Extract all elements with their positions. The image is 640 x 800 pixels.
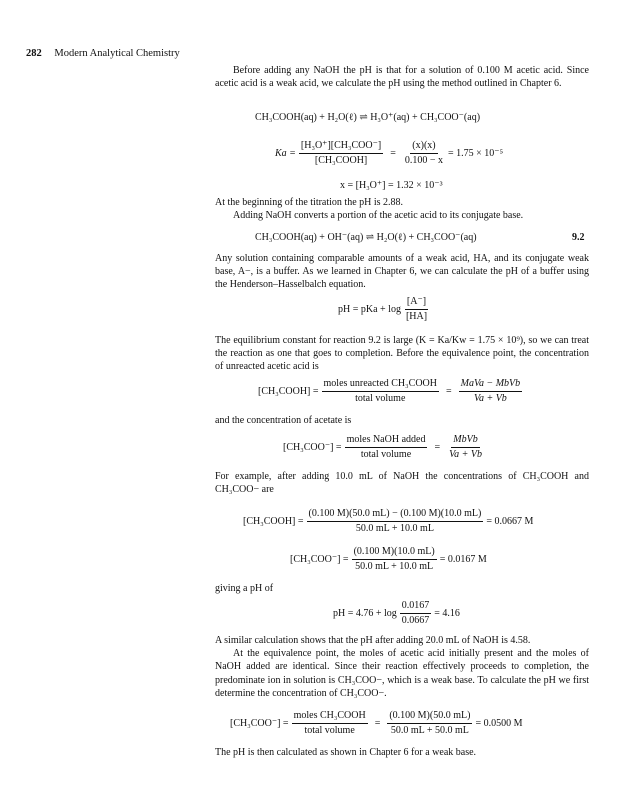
denominator: Va + Vb bbox=[473, 393, 507, 404]
equation-ka: Ka = $\frac{\text{[H₃O⁺][CH₃COO⁻]}}{\text{[CH₃COOH]}}$ = $\frac{(x)(x)}{0.100 - x}$ = 1.75 × 10⁻⁵ bbox=[275, 140, 504, 166]
paragraph-text: Adding NaOH converts a portion of the acetic acid to its conjugate base. bbox=[233, 210, 524, 222]
equation-henderson-hasselbalch bbox=[338, 296, 432, 323]
paragraph-equivalence bbox=[215, 634, 589, 700]
equation-text: x = [H₃O⁺] = 1.32 × 10⁻³ bbox=[340, 180, 443, 191]
denominator: 0.0667 bbox=[401, 615, 430, 626]
numerator: moles CH₃COOH bbox=[292, 710, 368, 724]
equation-lhs: [CH₃COOH] = bbox=[243, 516, 304, 527]
numerator: MbVb bbox=[451, 434, 479, 448]
equation-acid-concentration: [CH₃COOH] = $\frac{\text{moles unreacted CH₃COOH}}{\text{total volume}}$ = $\frac{\text{MaVa − MbVb}}{Va + Vb}$ bbox=[258, 378, 521, 404]
fraction-log bbox=[400, 600, 432, 627]
fraction-values bbox=[387, 710, 472, 737]
fraction-moles bbox=[345, 434, 428, 461]
ka-value: = 1.75 × 10⁻⁵ bbox=[448, 148, 504, 159]
numerator: (0.100 M)(50.0 mL) − (0.100 M)(10.0 mL) bbox=[307, 508, 484, 522]
fraction-hh bbox=[404, 296, 429, 323]
paragraph-text: For example, after adding 10.0 mL of NaOH the concentrations of CH₃COOH and CH₃COO− are bbox=[215, 471, 589, 496]
denominator: 50.0 mL + 10.0 mL bbox=[355, 561, 434, 572]
equation-result: = 0.0167 M bbox=[439, 554, 487, 565]
paragraph-text: and the concentration of acetate is bbox=[215, 415, 352, 426]
fraction-symbolic bbox=[447, 434, 484, 461]
paragraph-buffer bbox=[215, 252, 589, 292]
equation-result: = 4.16 bbox=[434, 608, 460, 619]
equation-lhs: [CH₃COOH] = bbox=[258, 386, 319, 397]
numerator: [H₃O⁺][CH₃COO⁻] bbox=[299, 140, 383, 154]
equation-lhs: pH = 4.76 + log bbox=[333, 608, 397, 619]
paragraph-text: Any solution containing comparable amounts of a weak acid, HA, and its conjugate weak base, A−, is a buffer. As we learned in Chapter 6, we can calculate the pH of a buffer using the Henderson–Hasselbalch equation. bbox=[215, 253, 589, 291]
equation-example-acid bbox=[243, 508, 533, 535]
equation-text: CH₃COOH(aq) + H₂O(ℓ) ⇌ H₃O⁺(aq) + CH₃COO⁻(aq) bbox=[255, 112, 481, 123]
numerator: moles unreacted CH₃COOH bbox=[322, 378, 439, 392]
fraction-example bbox=[307, 508, 484, 535]
denominator: 0.100 − x bbox=[404, 155, 444, 166]
fraction-ka-x bbox=[403, 140, 445, 167]
equation-example-acetate bbox=[290, 546, 487, 573]
equation-result: = 0.0500 M bbox=[475, 718, 523, 729]
paragraph-equilibrium bbox=[215, 334, 589, 374]
equation-equivalence-acetate: [CH₃COO⁻] = $\frac{\text{moles CH₃COOH}}{\text{total volume}}$ = $\frac{(0.100 M)(50.0 mL)}{50.0 mL + 50.0 mL}$ = 0.0500 M bbox=[230, 710, 523, 736]
denominator: total volume bbox=[360, 449, 412, 460]
numerator: moles NaOH added bbox=[345, 434, 428, 448]
denominator: Va + Vb bbox=[449, 449, 482, 460]
fraction-moles bbox=[292, 710, 368, 737]
equation-acid-dissociation bbox=[255, 112, 480, 123]
fraction-symbolic bbox=[459, 378, 523, 405]
page-header bbox=[26, 48, 180, 59]
numerator: 0.0167 bbox=[400, 600, 432, 614]
paragraph-text: giving a pH of bbox=[215, 583, 274, 594]
equation-text: CH₃COOH(aq) + OH⁻(aq) ⇌ H₂O(ℓ) + CH₃COO⁻(aq) bbox=[255, 232, 477, 243]
paragraph-text: At the equivalence point, the moles of acetic acid initially present and the moles of NaOH added are identical. Since their reaction effectively proceeds to completion, the predominate ion in solution is CH₃COO−, which is a weak base. To calculate the pH we first determine the concentration of CH₃COO−. bbox=[215, 648, 589, 699]
denominator: [CH₃COOH] bbox=[314, 155, 368, 166]
equation-neutralization bbox=[255, 232, 477, 243]
paragraph-giving-ph bbox=[215, 582, 589, 595]
paragraph-text: At the beginning of the titration the pH is 2.88. bbox=[215, 197, 404, 208]
paragraph-beginning bbox=[215, 196, 589, 222]
paragraph-initial-ph bbox=[215, 64, 589, 90]
equation-result: = 0.0667 M bbox=[486, 516, 534, 527]
fraction-ka-concentrations bbox=[299, 140, 383, 167]
paragraph-conclusion bbox=[215, 746, 589, 759]
equation-lhs: [CH₃COO⁻] = bbox=[283, 442, 342, 453]
running-title: Modern Analytical Chemistry bbox=[54, 48, 180, 59]
equation-lhs: [CH₃COO⁻] = bbox=[230, 718, 289, 729]
numerator: (0.100 M)(10.0 mL) bbox=[352, 546, 437, 560]
ka-label: Ka = bbox=[275, 148, 296, 159]
equation-acetate-concentration: [CH₃COO⁻] = $\frac{\text{moles NaOH added}}{\text{total volume}}$ = $\frac{\text{MbVb}}{Va + Vb}$ bbox=[283, 434, 482, 460]
paragraph-acetate bbox=[215, 414, 589, 427]
paragraph-text: A similar calculation shows that the pH after adding 20.0 mL of NaOH is 4.58. bbox=[215, 635, 531, 646]
fraction-moles bbox=[322, 378, 439, 405]
fraction-example bbox=[352, 546, 437, 573]
paragraph-text: The pH is then calculated as shown in Chapter 6 for a weak base. bbox=[215, 747, 477, 758]
denominator: total volume bbox=[355, 393, 406, 404]
denominator: total volume bbox=[304, 725, 355, 736]
denominator: 50.0 mL + 50.0 mL bbox=[390, 725, 469, 736]
paragraph-text: The equilibrium constant for reaction 9.2 is large (K = Ka/Kw = 1.75 × 10⁹), so we can treat the reaction as one that goes to completion. Before the equivalence point, the concentration of unreacted acetic acid is bbox=[215, 335, 589, 373]
equation-x-value bbox=[340, 180, 443, 191]
equation-number: 9.2 bbox=[572, 232, 585, 243]
denominator: [HA] bbox=[405, 311, 428, 322]
paragraph-example bbox=[215, 470, 589, 496]
equation-example-ph bbox=[333, 600, 460, 627]
numerator: [A⁻] bbox=[405, 296, 428, 310]
numerator: (x)(x) bbox=[410, 140, 437, 154]
equation-lhs: pH = pKa + log bbox=[338, 304, 401, 315]
equation-lhs: [CH₃COO⁻] = bbox=[290, 554, 349, 565]
numerator: (0.100 M)(50.0 mL) bbox=[387, 710, 472, 724]
paragraph-text: Before adding any NaOH the pH is that for a solution of 0.100 M acetic acid. Since acetic acid is a weak acid, we calculate the pH using the method outlined in Chapter 6. bbox=[215, 65, 589, 90]
page-number: 282 bbox=[26, 48, 42, 59]
denominator: 50.0 mL + 10.0 mL bbox=[355, 523, 434, 534]
numerator: MaVa − MbVb bbox=[459, 378, 523, 392]
